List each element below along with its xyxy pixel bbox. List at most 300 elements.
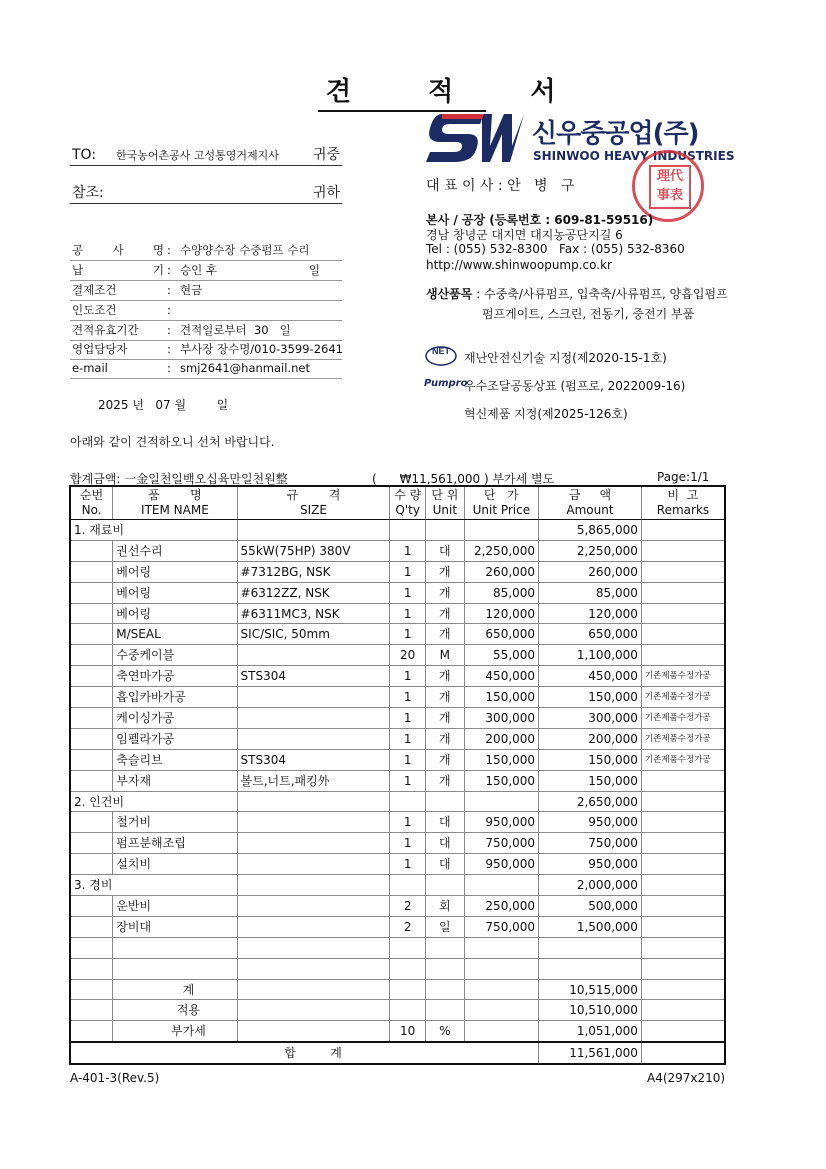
cell-no xyxy=(70,603,113,624)
cell-name: 펌프분해조립 xyxy=(113,833,237,854)
table-row xyxy=(70,916,725,937)
cell-size: #6311MC3, NSK xyxy=(237,603,390,624)
cell-amount: 2,000,000 xyxy=(539,875,642,896)
table-row xyxy=(70,1000,725,1021)
cell-unit: 일 xyxy=(425,916,464,937)
field-value: smj2641@hanmail.net xyxy=(180,361,310,375)
cell-price: 650,000 xyxy=(464,624,538,645)
column-header-en: No. xyxy=(81,503,102,517)
cell-qty xyxy=(390,791,426,812)
cell-no xyxy=(70,1021,113,1042)
cell-name: 설치비 xyxy=(113,854,237,875)
cell-no xyxy=(70,561,113,582)
cell-qty: 20 xyxy=(390,645,426,666)
field-label: 영업담당자 xyxy=(72,342,128,356)
cell-size xyxy=(237,812,390,833)
cell-size xyxy=(237,875,390,896)
cell-price: 300,000 xyxy=(464,708,538,729)
cell-no xyxy=(70,687,113,708)
field-label: 결제조건 xyxy=(72,283,117,297)
total-remarks xyxy=(641,1042,725,1064)
cell-size: STS304 xyxy=(237,749,390,770)
cell-name xyxy=(113,958,237,979)
field-label: 인도조건 xyxy=(72,303,117,317)
to-row xyxy=(70,145,342,166)
document-title: 견 적 서 xyxy=(318,74,486,112)
cell-rem xyxy=(641,582,725,603)
cell-amount xyxy=(539,958,642,979)
cell-no: 1. 재료비 xyxy=(70,520,237,541)
cell-price: 150,000 xyxy=(464,770,538,791)
svg-text:NET: NET xyxy=(432,346,450,356)
cell-size: #7312BG, NSK xyxy=(237,561,390,582)
cell-no xyxy=(70,896,113,917)
cell-name: 축슬리브 xyxy=(113,749,237,770)
cell-qty: 1 xyxy=(390,687,426,708)
cell-size: 55kW(75HP) 380V xyxy=(237,540,390,561)
pumpro-logo-icon: Pumpro xyxy=(424,378,468,389)
cell-qty: 1 xyxy=(390,624,426,645)
cell-amount: 120,000 xyxy=(539,603,642,624)
cell-unit: 개 xyxy=(425,749,464,770)
cell-unit: 개 xyxy=(425,770,464,791)
table-row xyxy=(70,666,725,687)
cell-size xyxy=(237,1021,390,1042)
table-row xyxy=(70,854,725,875)
cell-name: 계 xyxy=(113,979,237,1000)
cell-qty xyxy=(390,937,426,958)
cell-amount: 5,865,000 xyxy=(539,520,642,541)
cell-name: 적용 xyxy=(113,1000,237,1021)
table-row xyxy=(70,708,725,729)
ref-label: 참조: xyxy=(72,185,104,201)
products-label: 생산품목 xyxy=(426,287,473,301)
cell-amount xyxy=(539,937,642,958)
to-suffix: 귀중 xyxy=(312,147,340,163)
total-amount: 11,561,000 xyxy=(539,1042,642,1064)
cell-price: 2,250,000 xyxy=(464,540,538,561)
products-list: : 수중축/사류펌프, 입축축/사류펌프, 양흡입펌프 xyxy=(472,287,728,301)
field-colon: : xyxy=(167,243,171,257)
cell-size xyxy=(237,937,390,958)
column-header-ko: 규 격 xyxy=(286,488,341,502)
cell-size xyxy=(237,896,390,917)
cell-price: 150,000 xyxy=(464,687,538,708)
cell-price xyxy=(464,791,538,812)
cell-name: 장비대 xyxy=(113,916,237,937)
cell-price: 85,000 xyxy=(464,582,538,603)
cell-rem xyxy=(641,979,725,1000)
table-row xyxy=(70,540,725,561)
total-amount-text: 합계금액: 一金일천일백오십육만일천원整 xyxy=(70,472,288,486)
field-value: 현금 xyxy=(180,283,203,297)
cell-price: 200,000 xyxy=(464,728,538,749)
table-row xyxy=(70,937,725,958)
cell-rem: 기존제품수정가공 xyxy=(641,749,725,770)
cell-unit xyxy=(425,958,464,979)
cell-price: 950,000 xyxy=(464,854,538,875)
column-header xyxy=(425,486,464,520)
cell-size xyxy=(237,833,390,854)
column-header-en: Amount xyxy=(566,503,614,517)
field-value: 견적일로부터 30 일 xyxy=(180,323,291,337)
cell-size xyxy=(237,1000,390,1021)
cell-no xyxy=(70,728,113,749)
table-row xyxy=(70,1021,725,1042)
cell-amount: 300,000 xyxy=(539,708,642,729)
cell-amount: 10,515,000 xyxy=(539,979,642,1000)
field-extra: 일 xyxy=(308,263,320,277)
cell-qty: 1 xyxy=(390,728,426,749)
cell-rem xyxy=(641,833,725,854)
cell-name: 임펠라가공 xyxy=(113,728,237,749)
cell-no xyxy=(70,645,113,666)
cell-price xyxy=(464,875,538,896)
cell-no: 3. 경비 xyxy=(70,875,237,896)
cell-name: M/SEAL xyxy=(113,624,237,645)
cell-unit: % xyxy=(425,1021,464,1042)
cell-qty: 2 xyxy=(390,916,426,937)
cell-no xyxy=(70,812,113,833)
field-label: 견적유효기간 xyxy=(72,323,139,337)
field-colon: : xyxy=(167,263,171,277)
column-header xyxy=(641,486,725,520)
cell-rem xyxy=(641,1000,725,1021)
cell-amount: 150,000 xyxy=(539,687,642,708)
cell-rem xyxy=(641,791,725,812)
column-header-en: Q'ty xyxy=(395,503,420,517)
cell-unit: 대 xyxy=(425,540,464,561)
column-header xyxy=(390,486,426,520)
cell-size: #6312ZZ, NSK xyxy=(237,582,390,603)
field-colon: : xyxy=(167,361,171,375)
ref-suffix: 귀하 xyxy=(312,185,340,201)
cell-price: 250,000 xyxy=(464,896,538,917)
table-body xyxy=(70,520,725,1065)
cell-unit xyxy=(425,791,464,812)
cell-size xyxy=(237,916,390,937)
ref-row xyxy=(70,183,342,204)
to-value: 한국농어촌공사 고성통영거제지사 xyxy=(116,149,279,162)
cell-name: 베어링 xyxy=(113,603,237,624)
cell-rem: 기존제품수정가공 xyxy=(641,708,725,729)
cell-size xyxy=(237,979,390,1000)
cell-qty: 10 xyxy=(390,1021,426,1042)
cell-name: 케이싱가공 xyxy=(113,708,237,729)
cell-price xyxy=(464,1021,538,1042)
company-address: 경남 창녕군 대지면 대지농공단지길 6 xyxy=(426,228,623,242)
cell-rem xyxy=(641,1021,725,1042)
cell-size: SIC/SIC, 50mm xyxy=(237,624,390,645)
field-row xyxy=(70,300,342,321)
cell-unit: 대 xyxy=(425,833,464,854)
cell-rem xyxy=(641,540,725,561)
cell-amount: 150,000 xyxy=(539,749,642,770)
cell-name: 베어링 xyxy=(113,582,237,603)
column-header-en: Remarks xyxy=(656,503,710,517)
column-header-en: ITEM NAME xyxy=(141,503,209,517)
table-row xyxy=(70,833,725,854)
cell-price xyxy=(464,937,538,958)
cell-rem xyxy=(641,624,725,645)
column-header xyxy=(113,486,237,520)
field-value: 수양양수장 수중펌프 수리 xyxy=(180,243,310,257)
cell-no xyxy=(70,916,113,937)
cell-amount: 200,000 xyxy=(539,728,642,749)
column-header-ko: 비 고 xyxy=(667,488,699,502)
company-name-en: SHINWOO HEAVY INDUSTRIES xyxy=(533,149,735,163)
table-row xyxy=(70,645,725,666)
field-row xyxy=(70,358,342,379)
cell-unit: 회 xyxy=(425,896,464,917)
cell-qty xyxy=(390,875,426,896)
cell-unit xyxy=(425,1000,464,1021)
field-value: 승인 후 xyxy=(180,263,217,277)
total-row xyxy=(70,1042,725,1064)
cell-amount: 950,000 xyxy=(539,854,642,875)
cell-rem xyxy=(641,875,725,896)
table-row xyxy=(70,687,725,708)
cell-rem xyxy=(641,520,725,541)
greeting-text: 아래와 같이 견적하오니 선처 바랍니다. xyxy=(70,435,275,449)
cell-unit xyxy=(425,937,464,958)
column-header-ko: 단 가 xyxy=(484,488,519,502)
cell-no xyxy=(70,937,113,958)
cell-name: 권선수리 xyxy=(113,540,237,561)
table-row xyxy=(70,791,725,812)
quote-date: 2025 년 07 월 일 xyxy=(98,398,229,412)
cell-no xyxy=(70,624,113,645)
cell-amount: 2,250,000 xyxy=(539,540,642,561)
cell-no xyxy=(70,582,113,603)
cell-no xyxy=(70,749,113,770)
cell-qty: 1 xyxy=(390,561,426,582)
cell-price: 260,000 xyxy=(464,561,538,582)
cell-unit: 개 xyxy=(425,624,464,645)
cell-size: STS304 xyxy=(237,666,390,687)
products-line-1 xyxy=(426,285,728,302)
cell-name xyxy=(113,937,237,958)
cell-name: 흡입카바가공 xyxy=(113,687,237,708)
cell-amount: 1,051,000 xyxy=(539,1021,642,1042)
cell-qty xyxy=(390,1000,426,1021)
products-line-2: 펌프게이트, 스크린, 전동기, 중전기 부품 xyxy=(482,307,695,321)
cell-unit: 대 xyxy=(425,854,464,875)
cell-no xyxy=(70,540,113,561)
cell-unit: 개 xyxy=(425,708,464,729)
table-row xyxy=(70,896,725,917)
cell-name: 축연마가공 xyxy=(113,666,237,687)
cell-rem xyxy=(641,770,725,791)
table-row xyxy=(70,520,725,541)
cell-price: 120,000 xyxy=(464,603,538,624)
cell-qty: 1 xyxy=(390,854,426,875)
cell-unit xyxy=(425,979,464,1000)
cell-unit: 개 xyxy=(425,666,464,687)
hq-info: 본사 / 공장 (등록번호 : 609-81-59516) xyxy=(426,213,654,227)
cell-qty: 1 xyxy=(390,582,426,603)
cell-qty: 1 xyxy=(390,708,426,729)
page-indicator: Page:1/1 xyxy=(657,470,710,484)
table-row xyxy=(70,582,725,603)
field-row xyxy=(70,280,342,301)
table-row xyxy=(70,561,725,582)
cell-size xyxy=(237,708,390,729)
company-web[interactable]: http://www.shinwoopump.co.kr xyxy=(426,258,612,272)
cell-qty: 2 xyxy=(390,896,426,917)
column-header-ko: 수 량 xyxy=(394,488,422,502)
cell-unit: 개 xyxy=(425,603,464,624)
cell-amount: 260,000 xyxy=(539,561,642,582)
table-row xyxy=(70,749,725,770)
cell-rem xyxy=(641,812,725,833)
column-header-ko: 품 명 xyxy=(148,488,202,502)
cell-name: 수중케이블 xyxy=(113,645,237,666)
cell-price: 950,000 xyxy=(464,812,538,833)
cell-price xyxy=(464,1000,538,1021)
table-row xyxy=(70,875,725,896)
cell-rem xyxy=(641,854,725,875)
cell-amount: 450,000 xyxy=(539,666,642,687)
cell-no xyxy=(70,770,113,791)
cell-price: 750,000 xyxy=(464,833,538,854)
cell-amount: 10,510,000 xyxy=(539,1000,642,1021)
column-header-en: SIZE xyxy=(299,503,327,517)
cell-amount: 1,500,000 xyxy=(539,916,642,937)
total-label: 합 계 xyxy=(70,1042,539,1064)
cell-amount: 1,100,000 xyxy=(539,645,642,666)
cell-price: 150,000 xyxy=(464,749,538,770)
cell-no xyxy=(70,1000,113,1021)
cell-size xyxy=(237,687,390,708)
cell-rem xyxy=(641,916,725,937)
cell-no xyxy=(70,708,113,729)
cell-rem xyxy=(641,937,725,958)
column-header xyxy=(539,486,642,520)
cell-size xyxy=(237,791,390,812)
cell-name: 철거비 xyxy=(113,812,237,833)
cell-name: 베어링 xyxy=(113,561,237,582)
cell-qty: 1 xyxy=(390,603,426,624)
cell-price xyxy=(464,979,538,1000)
cell-unit: M xyxy=(425,645,464,666)
field-colon: : xyxy=(167,323,171,337)
cell-size xyxy=(237,645,390,666)
table-row xyxy=(70,728,725,749)
cell-unit: 대 xyxy=(425,812,464,833)
column-header xyxy=(70,486,113,520)
to-label: TO: xyxy=(72,147,97,163)
table-row xyxy=(70,979,725,1000)
cell-rem xyxy=(641,958,725,979)
paper-size: A4(297x210) xyxy=(647,1071,726,1085)
table-row xyxy=(70,812,725,833)
column-header xyxy=(237,486,390,520)
cell-qty: 1 xyxy=(390,666,426,687)
cell-no: 2. 인건비 xyxy=(70,791,237,812)
field-label: 공 사 명 xyxy=(72,243,164,257)
cell-qty xyxy=(390,958,426,979)
total-amount-number: ( ₩11,561,000 ) 부가세 별도 xyxy=(372,472,555,486)
cell-no xyxy=(70,979,113,1000)
form-code: A-401-3(Rev.5) xyxy=(70,1071,160,1085)
cell-rem: 기존제품수정가공 xyxy=(641,687,725,708)
column-header-ko: 순번 xyxy=(80,488,104,502)
column-header xyxy=(464,486,538,520)
cell-unit: 개 xyxy=(425,582,464,603)
cert-3: 혁신제품 지정(제2025-126호) xyxy=(464,407,628,421)
cell-no xyxy=(70,666,113,687)
cell-price: 450,000 xyxy=(464,666,538,687)
cell-amount: 750,000 xyxy=(539,833,642,854)
cert-2: 우수조달공동상표 (펌프로, 2022009-16) xyxy=(464,379,686,393)
column-header-en: Unit xyxy=(432,503,458,517)
cell-price xyxy=(464,520,538,541)
quote-table xyxy=(69,485,726,1065)
cell-no xyxy=(70,958,113,979)
field-label: e-mail xyxy=(72,361,108,375)
field-colon: : xyxy=(167,303,171,317)
cell-no xyxy=(70,854,113,875)
field-row xyxy=(70,240,342,261)
cell-price: 55,000 xyxy=(464,645,538,666)
cell-name: 운반비 xyxy=(113,896,237,917)
field-row xyxy=(70,339,342,360)
cell-name: 부가세 xyxy=(113,1021,237,1042)
cell-rem: 기존제품수정가공 xyxy=(641,728,725,749)
cell-no xyxy=(70,833,113,854)
cell-rem xyxy=(641,561,725,582)
company-tel: Tel : (055) 532-8300 Fax : (055) 532-8360 xyxy=(426,242,685,256)
cell-price: 750,000 xyxy=(464,916,538,937)
field-row xyxy=(70,260,342,281)
column-header-ko: 단 위 xyxy=(431,488,459,502)
ceo-name: 대 표 이 사 : 안 병 구 xyxy=(426,178,575,194)
cell-rem xyxy=(641,603,725,624)
shinwoo-logo-icon xyxy=(424,110,524,166)
company-name-ko: 신우중공업(주) xyxy=(532,119,699,149)
cell-unit xyxy=(425,520,464,541)
cell-rem: 기존제품수정가공 xyxy=(641,666,725,687)
cell-name: 부자재 xyxy=(113,770,237,791)
cell-unit: 개 xyxy=(425,687,464,708)
cell-unit: 개 xyxy=(425,728,464,749)
cell-qty: 1 xyxy=(390,833,426,854)
field-row xyxy=(70,320,342,341)
table-row xyxy=(70,958,725,979)
cell-unit xyxy=(425,875,464,896)
table-row xyxy=(70,770,725,791)
company-seal-icon: 理代 事表 xyxy=(632,150,704,222)
safety-tech-icon xyxy=(424,342,458,368)
table-row xyxy=(70,624,725,645)
field-colon: : xyxy=(167,342,171,356)
cell-amount: 2,650,000 xyxy=(539,791,642,812)
cell-amount: 500,000 xyxy=(539,896,642,917)
cell-qty xyxy=(390,979,426,1000)
cell-size xyxy=(237,728,390,749)
cell-unit: 개 xyxy=(425,561,464,582)
cell-amount: 150,000 xyxy=(539,770,642,791)
cell-qty: 1 xyxy=(390,812,426,833)
cell-rem xyxy=(641,645,725,666)
cell-amount: 950,000 xyxy=(539,812,642,833)
cell-qty: 1 xyxy=(390,540,426,561)
field-label: 납 기 xyxy=(72,263,164,277)
cell-size xyxy=(237,958,390,979)
field-value: 부사장 장수명/010-3599-2641 xyxy=(180,342,343,356)
column-header-ko: 금 액 xyxy=(568,488,612,502)
